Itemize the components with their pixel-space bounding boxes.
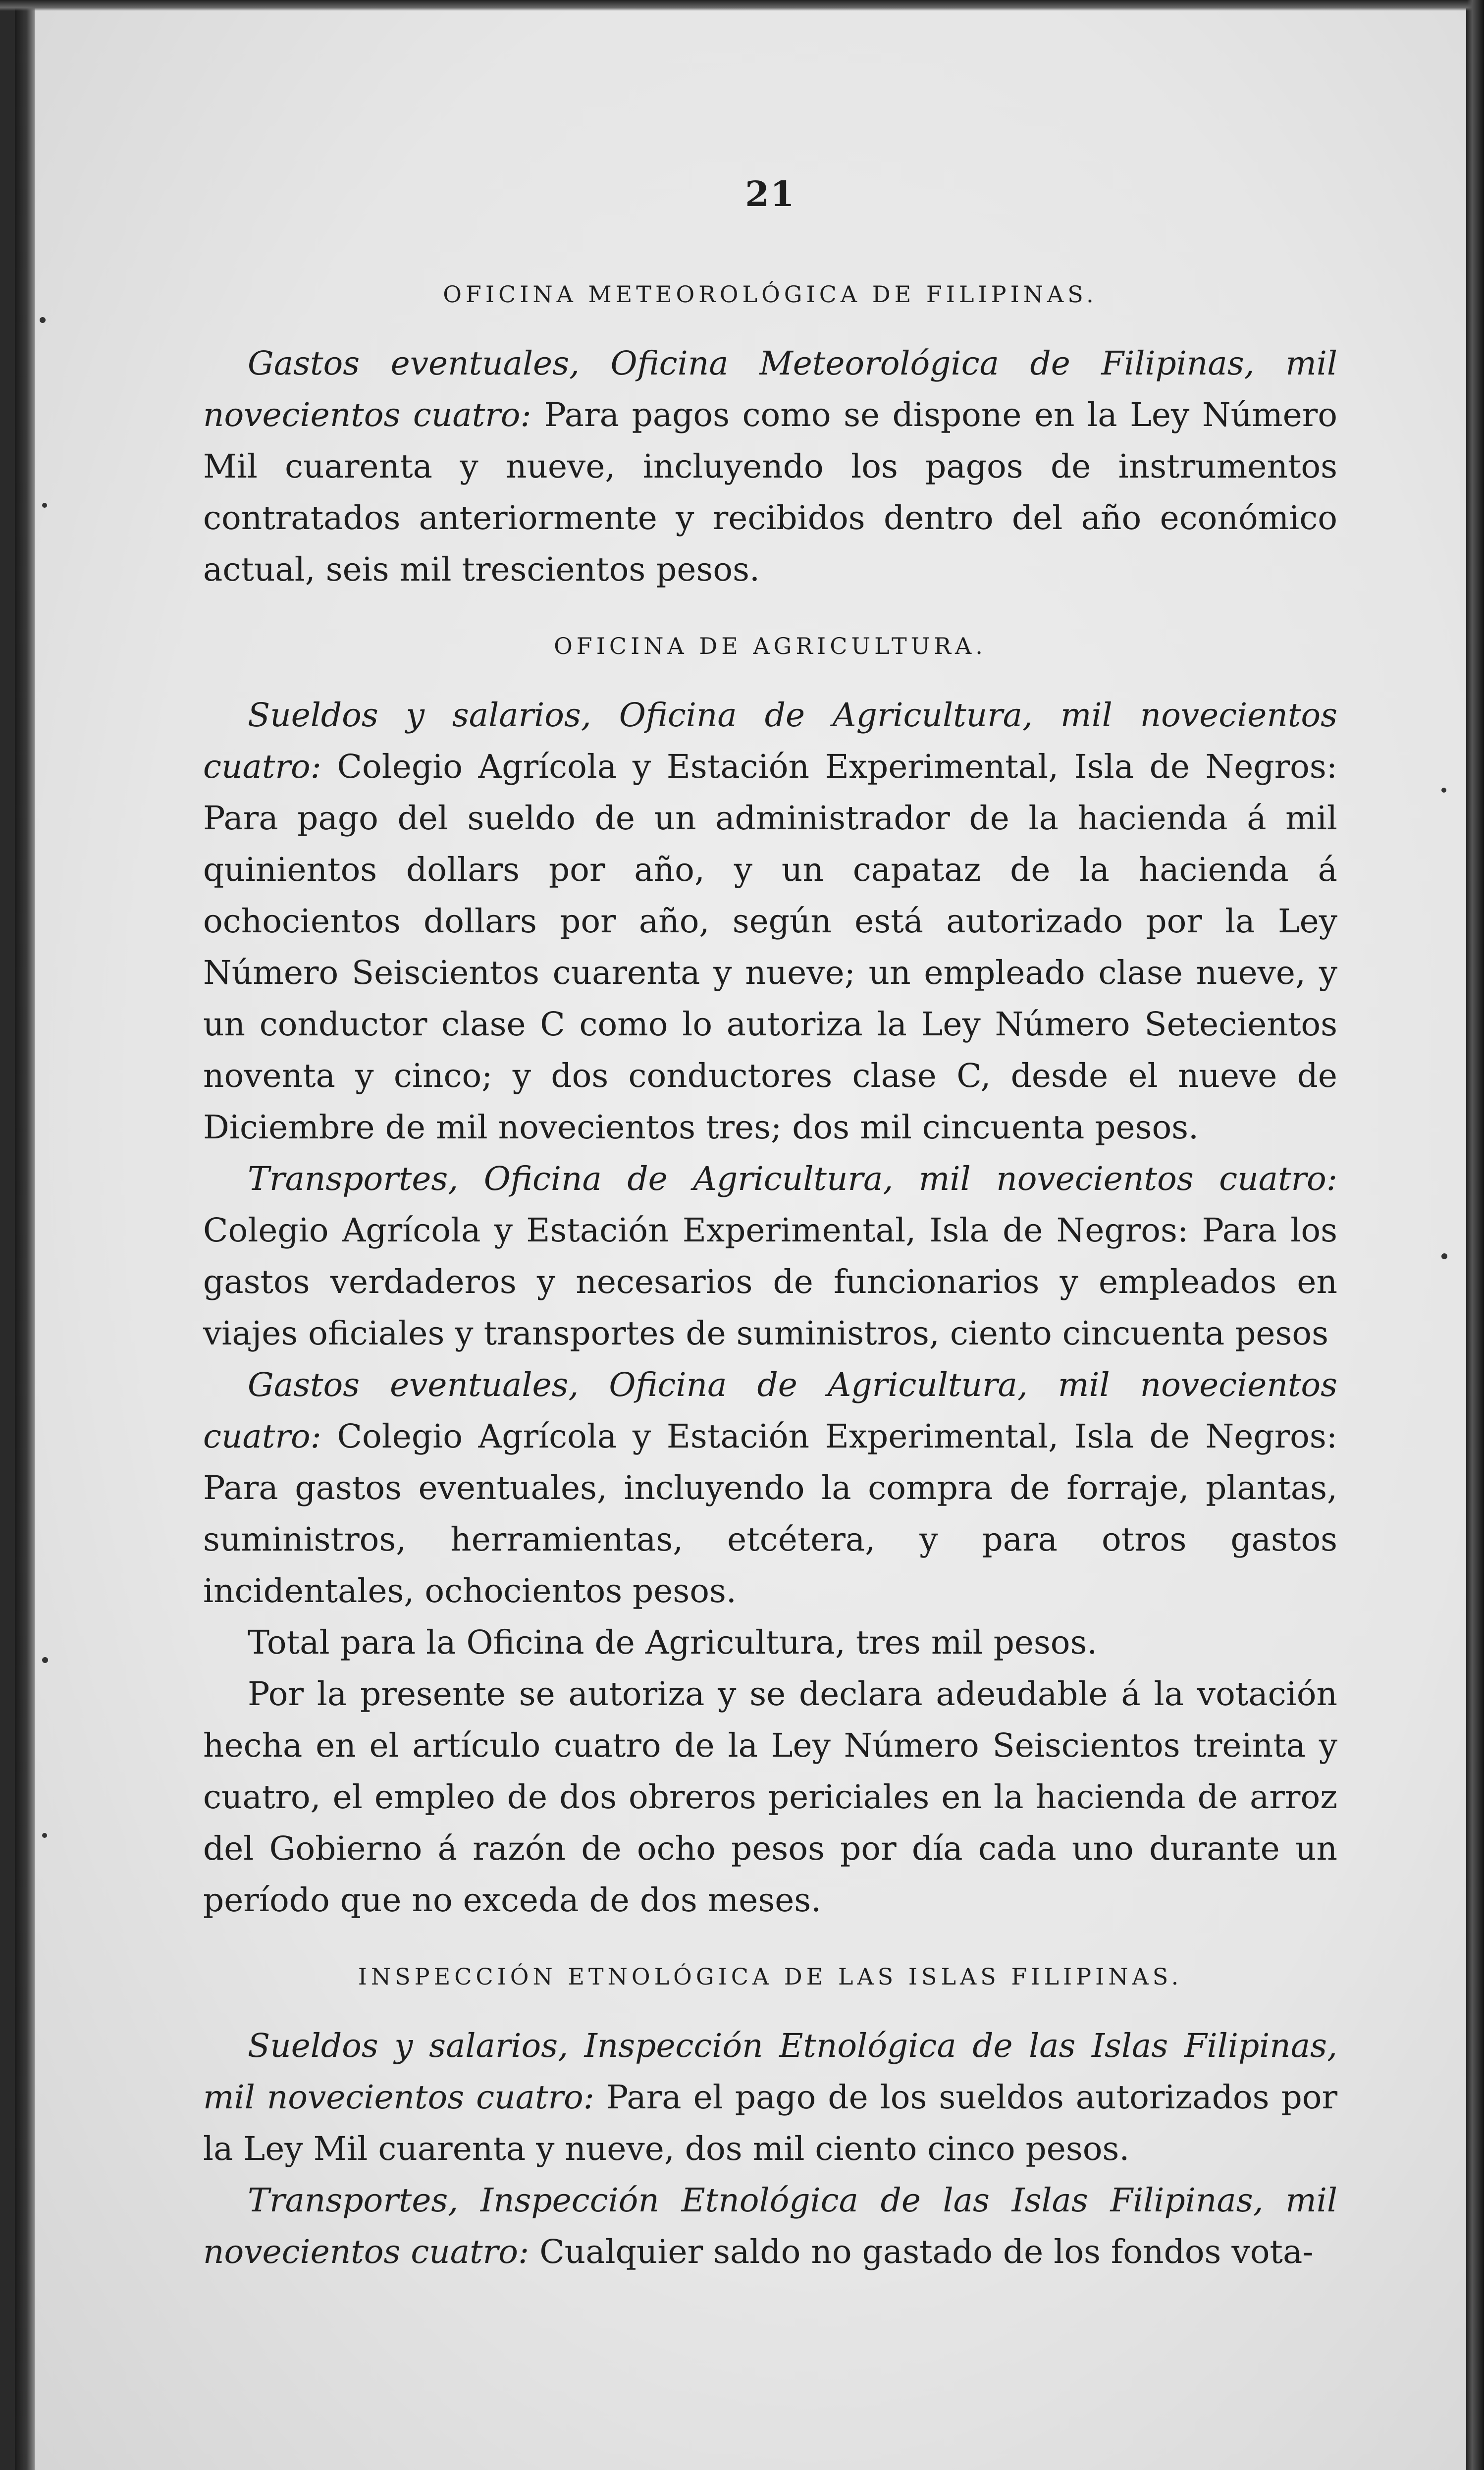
page-text xyxy=(203,168,1337,2278)
paragraph-lead: Sueldos y salarios, Inspección Etnológica de las Islas Filipinas, mil novecientos cuatro: xyxy=(203,2027,1337,2116)
paragraph-body: Total para la Oficina de Agricultura, tres mil pesos. xyxy=(248,1623,1098,1662)
paragraph xyxy=(203,338,1337,595)
binding-shadow xyxy=(15,0,35,2470)
scan-speck xyxy=(1441,788,1446,793)
scan-right-edge xyxy=(1467,0,1484,2470)
scan-speck xyxy=(40,317,46,323)
paragraph xyxy=(203,690,1337,1153)
paragraph-body: Para el pago de los sueldos autorizados por la Ley Mil cuarenta y nueve, dos mil ciento cinco pesos. xyxy=(203,2078,1337,2168)
scan-speck xyxy=(42,1657,48,1663)
paragraph xyxy=(203,2020,1337,2175)
paragraph-lead: Sueldos y salarios, Oficina de Agricultura, mil novecientos cuatro: xyxy=(203,696,1337,786)
scan-top-edge xyxy=(0,0,1484,11)
section-meteorological xyxy=(203,279,1337,595)
paragraph xyxy=(203,1617,1337,1668)
paragraph-body: Cualquier saldo no gastado de los fondos vota- xyxy=(539,2233,1314,2271)
section-agriculture xyxy=(203,631,1337,1926)
paragraph-lead: Transportes, Inspección Etnológica de las Islas Filipinas, mil novecientos cuatro: xyxy=(203,2181,1337,2271)
section-heading: OFICINA DE AGRICULTURA. xyxy=(554,633,987,659)
paragraph xyxy=(203,1359,1337,1617)
paragraph-body: Para pagos como se dispone en la Ley Número Mil cuarenta y nueve, incluyendo los pagos de instrumentos contratados anteriormente y recibidos dentro del año económico actual, seis mil trescientos pesos. xyxy=(203,396,1338,589)
paragraph-lead: Transportes, Oficina de Agricultura, mil novecientos cuatro: xyxy=(248,1160,1337,1198)
paragraph-body: Colegio Agrícola y Estación Experimental, Isla de Negros: Para pago del sueldo de un administrador de la hacienda á mil quinientos dollars por año, y un capataz de la hacienda á ochocientos dollars por año, según está autorizado por la Ley Número Seiscientos cuarenta y nueve; un empleado clase nueve, y un conductor clase C como lo autoriza la Ley Número Setecientos noventa y cinco; y dos conductores clase C, desde el nueve de Diciembre de mil novecientos tres; dos mil cincuenta pesos. xyxy=(203,748,1337,1146)
scan-speck xyxy=(1441,1253,1447,1259)
document-page xyxy=(15,0,1466,2470)
section-ethnological xyxy=(203,1962,1337,2278)
scan-speck xyxy=(42,1833,47,1838)
section-heading: OFICINA METEOROLÓGICA DE FILIPINAS. xyxy=(443,281,1098,308)
paragraph xyxy=(203,1153,1337,1359)
paragraph xyxy=(203,2175,1337,2278)
section-heading: INSPECCIÓN ETNOLÓGICA DE LAS ISLAS FILIPINAS. xyxy=(358,1963,1183,1990)
paragraph-lead: Gastos eventuales, Oficina Meteorológica de Filipinas, mil novecientos cuatro: xyxy=(203,344,1337,434)
paragraph-body: Colegio Agrícola y Estación Experimental, Isla de Negros: Para gastos eventuales, incluyendo la compra de forraje, plantas, suministros, herramientas, etcétera, y para otros gastos incidentales, ochocientos pesos. xyxy=(203,1417,1337,1610)
paragraph-lead: Gastos eventuales, Oficina de Agricultura, mil novecientos cuatro: xyxy=(203,1366,1337,1455)
page-number: 21 xyxy=(745,173,795,215)
paragraph-body: Por la presente se autoriza y se declara adeudable á la votación hecha en el artículo cuatro de la Ley Número Seiscientos treinta y cuatro, el empleo de dos obreros periciales en la hacienda de arroz del Gobierno á razón de ocho pesos por día cada uno durante un período que no exceda de dos meses. xyxy=(203,1675,1337,1919)
paragraph xyxy=(203,1668,1337,1926)
paragraph-body: Colegio Agrícola y Estación Experimental, Isla de Negros: Para los gastos verdaderos y necesarios de funcionarios y empleados en viajes oficiales y transportes de suministros, ciento cincuenta pesos xyxy=(203,1211,1337,1352)
scan-speck xyxy=(42,503,47,508)
